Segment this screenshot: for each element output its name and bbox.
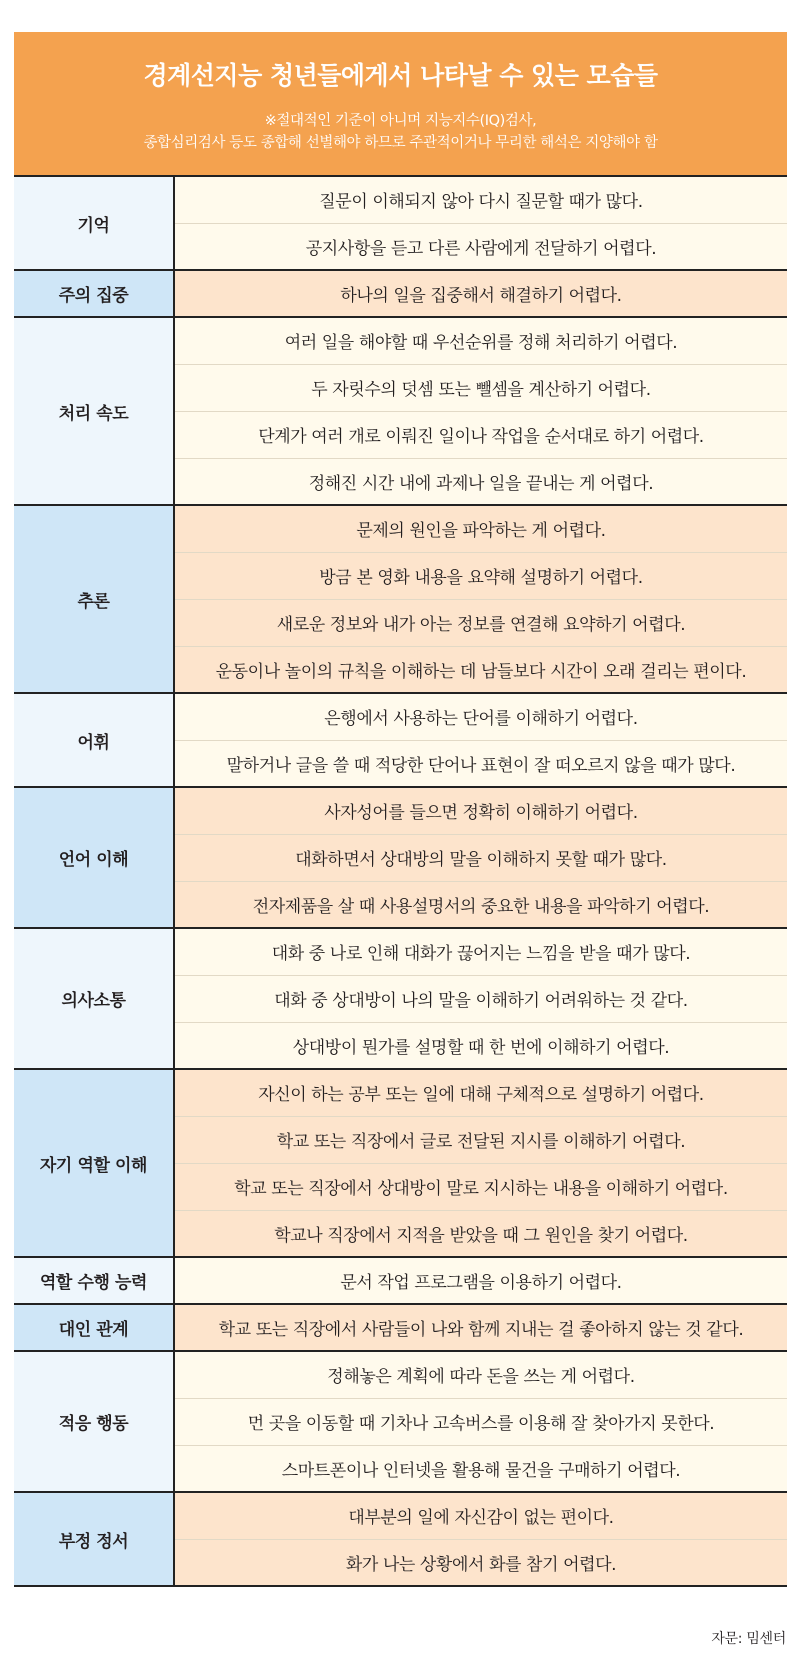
category-label: 역할 수행 능력 [14,1257,174,1304]
trait-item: 자신이 하는 공부 또는 일에 대해 구체적으로 설명하기 어렵다. [174,1069,787,1116]
trait-item: 대화 중 상대방이 나의 말을 이해하기 어려워하는 것 같다. [174,975,787,1022]
table-row [14,693,787,740]
trait-item: 질문이 이해되지 않아 다시 질문할 때가 많다. [174,176,787,223]
category-label: 대인 관계 [14,1304,174,1351]
trait-item: 대화 중 나로 인해 대화가 끊어지는 느낌을 받을 때가 많다. [174,928,787,975]
trait-item: 대부분의 일에 자신감이 없는 편이다. [174,1492,787,1539]
category-label: 어휘 [14,693,174,787]
trait-item: 먼 곳을 이동할 때 기차나 고속버스를 이용해 잘 찾아가지 못한다. [174,1398,787,1445]
table-row [14,270,787,317]
trait-item: 두 자릿수의 덧셈 또는 뺄셈을 계산하기 어렵다. [174,364,787,411]
page-title: 경계선지능 청년들에게서 나타날 수 있는 모습들 [143,61,658,90]
trait-item: 문제의 원인을 파악하는 게 어렵다. [174,505,787,552]
table-row [14,1304,787,1351]
source-credit: 자문: 밈센터 [711,1631,786,1647]
table-row [14,787,787,834]
table-row [14,176,787,223]
trait-item: 학교 또는 직장에서 사람들이 나와 함께 지내는 걸 좋아하지 않는 것 같다. [174,1304,787,1351]
header-note [14,110,787,154]
table-row [14,1351,787,1398]
trait-item: 말하거나 글을 쓸 때 적당한 단어나 표현이 잘 떠오르지 않을 때가 많다. [174,740,787,787]
category-label: 부정 정서 [14,1492,174,1586]
trait-item: 문서 작업 프로그램을 이용하기 어렵다. [174,1257,787,1304]
category-label: 처리 속도 [14,317,174,505]
header-banner [14,32,787,175]
table-row [14,1257,787,1304]
trait-item: 학교 또는 직장에서 글로 전달된 지시를 이해하기 어렵다. [174,1116,787,1163]
trait-item: 단계가 여러 개로 이뤄진 일이나 작업을 순서대로 하기 어렵다. [174,411,787,458]
traits-table [14,175,787,1587]
trait-item: 대화하면서 상대방의 말을 이해하지 못할 때가 많다. [174,834,787,881]
header-note-line: ※절대적인 기준이 아니며 지능지수(IQ)검사, [264,113,537,129]
category-label: 자기 역할 이해 [14,1069,174,1257]
trait-item: 사자성어를 들으면 정확히 이해하기 어렵다. [174,787,787,834]
table-row [14,1069,787,1116]
table-row [14,505,787,552]
header-note-line: 종합심리검사 등도 종합해 선별해야 하므로 주관적이거나 무리한 해석은 지양해야 함 [143,135,658,151]
trait-item: 은행에서 사용하는 단어를 이해하기 어렵다. [174,693,787,740]
trait-item: 정해놓은 계획에 따라 돈을 쓰는 게 어렵다. [174,1351,787,1398]
trait-item: 새로운 정보와 내가 아는 정보를 연결해 요약하기 어렵다. [174,599,787,646]
trait-item: 여러 일을 해야할 때 우선순위를 정해 처리하기 어렵다. [174,317,787,364]
trait-item: 하나의 일을 집중해서 해결하기 어렵다. [174,270,787,317]
trait-item: 학교 또는 직장에서 상대방이 말로 지시하는 내용을 이해하기 어렵다. [174,1163,787,1210]
category-label: 기억 [14,176,174,270]
trait-item: 스마트폰이나 인터넷을 활용해 물건을 구매하기 어렵다. [174,1445,787,1492]
trait-item: 학교나 직장에서 지적을 받았을 때 그 원인을 찾기 어렵다. [174,1210,787,1257]
category-label: 추론 [14,505,174,693]
category-label: 언어 이해 [14,787,174,928]
trait-item: 상대방이 뭔가를 설명할 때 한 번에 이해하기 어렵다. [174,1022,787,1069]
category-label: 의사소통 [14,928,174,1069]
trait-item: 공지사항을 듣고 다른 사람에게 전달하기 어렵다. [174,223,787,270]
trait-item: 전자제품을 살 때 사용설명서의 중요한 내용을 파악하기 어렵다. [174,881,787,928]
trait-item: 운동이나 놀이의 규칙을 이해하는 데 남들보다 시간이 오래 걸리는 편이다. [174,646,787,693]
trait-item: 정해진 시간 내에 과제나 일을 끝내는 게 어렵다. [174,458,787,505]
trait-item: 화가 나는 상황에서 화를 참기 어렵다. [174,1539,787,1586]
category-label: 적응 행동 [14,1351,174,1492]
table-row [14,317,787,364]
table-row [14,928,787,975]
table-row [14,1492,787,1539]
trait-item: 방금 본 영화 내용을 요약해 설명하기 어렵다. [174,552,787,599]
category-label: 주의 집중 [14,270,174,317]
